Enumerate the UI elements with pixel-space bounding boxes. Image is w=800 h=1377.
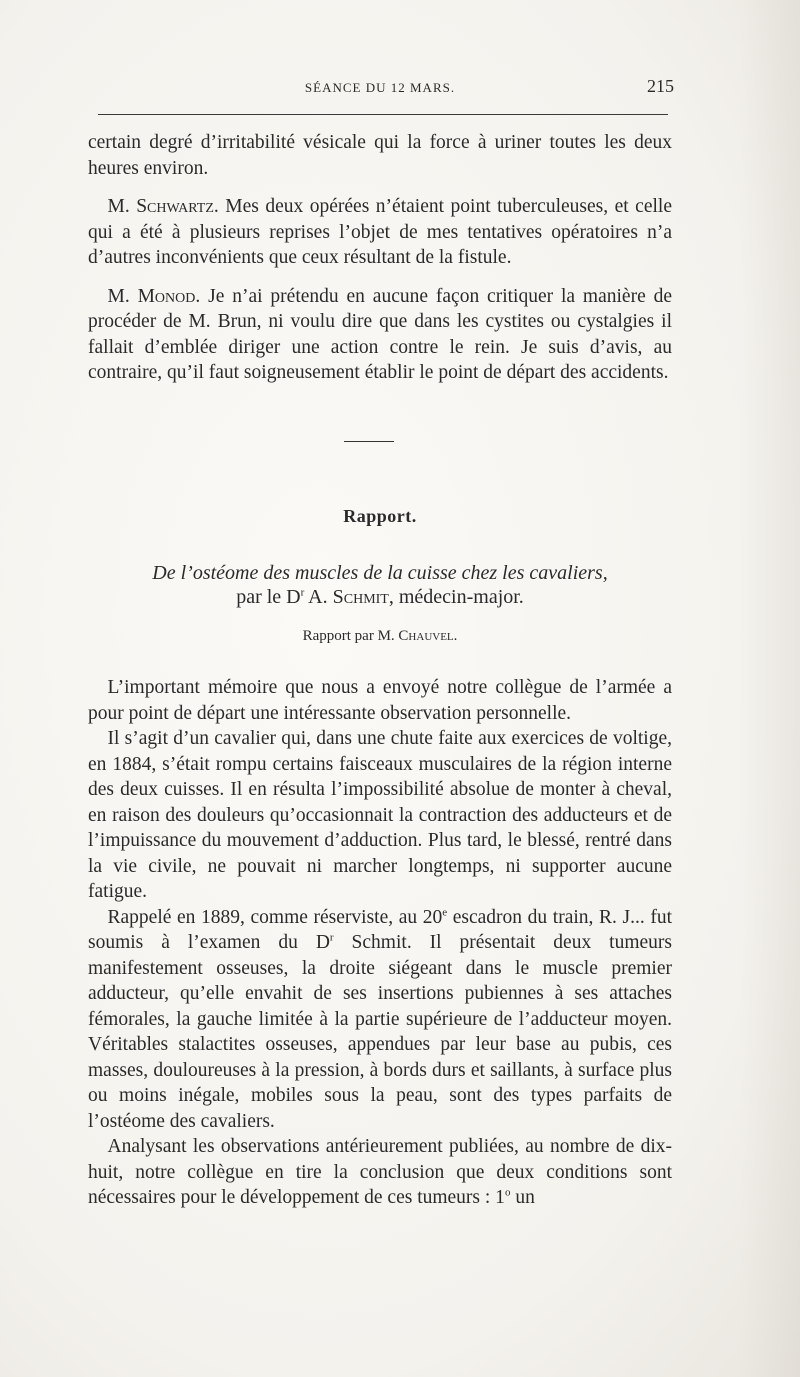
rapport-prefix: Rapport par M. (302, 628, 399, 644)
paragraph: certain degré d’irritabilité vésicale qui la force à uriner toutes les deux heures environ. (88, 132, 672, 179)
paragraph (88, 1134, 672, 1211)
paragraph (88, 905, 672, 1135)
paragraph (88, 284, 672, 386)
section-title: Rapport. (343, 506, 417, 526)
paragraph (88, 194, 672, 271)
paragraph-text: Rappelé en 1889, comme réserviste, au 20 (107, 906, 443, 928)
byline-suffix: médecin-major. (393, 586, 524, 608)
header-rule (98, 114, 668, 115)
running-head: SÉANCE DU 12 MARS. (304, 80, 456, 95)
paragraph-text: Il s’agit d’un cavalier qui, dans une chute faite aux exercices de voltige, en 1884, s’était rompu certains faisceaux musculaires de la région interne des deux cuisses. Il en résulta l’impossibilité absolue de monter à cheval, en raison des douleurs qu’occasionnait la contraction des adducteurs et de l’impuissance du mouvement d’adduction. Plus tard, le blessé, rentré dans la vie civile, ne pouvait ni marcher longtemps, ni supporter aucune fatigue. (88, 728, 672, 902)
superscript: o (504, 1186, 511, 1199)
rapport-attribution (88, 628, 672, 645)
superscript: r (329, 931, 334, 944)
speaker-name: M. Monod. (107, 285, 201, 307)
paragraph-text: Je n’ai prétendu en aucune façon critiquer la manière de procéder de M. Brun, ni voulu dire que dans les cystites ou cystalgies il fallait d’emblée diriger une action contre le rein. Je suis d’avis, au contraire, qu’il faut soigneusement établir le point de départ des accidents. (88, 285, 672, 383)
byline (88, 585, 672, 609)
paragraph-text: Schmit. Il présentait deux tumeurs manifestement osseuses, la droite siégeant dans le muscle premier adducteur, qu’elle envahit de ses insertions pubiennes à ses attaches fémorales, la gauche limitée à la partie supérieure de l’adducteur moyen. Véritables stalactites osseuses, appendues par leur base au pubis, ces masses, douloureuses à la pression, à bords durs et saillants, à surface plus ou moins inégale, mobiles sous la peau, sont des types parfaits de l’ostéome des cavaliers. (88, 932, 672, 1132)
paragraph-text: un (510, 1187, 535, 1208)
rapporteur-name: Chauvel. (398, 628, 458, 644)
paragraph-text: Mes deux opérées n’étaient point tuberculeuses, et celle qui a été à plusieurs reprises l’objet de mes tentatives opératoires n’a d’autres inconvénients que ceux résultant de la fistule. (88, 196, 672, 268)
byline-prefix: par le D (236, 586, 301, 608)
superscript: e (442, 906, 448, 918)
author-name: A. Schmit, (304, 586, 394, 608)
discussion-text (88, 130, 672, 386)
section-divider (344, 441, 394, 442)
page-header (82, 76, 678, 100)
paragraph-text: escadron du train, R. J... fut soumis à l’examen du D (88, 906, 672, 953)
paragraph (88, 726, 672, 905)
paragraph (88, 675, 672, 726)
byline-sup: r (300, 586, 305, 599)
report-text (88, 675, 672, 1211)
paragraph-text: L’important mémoire que nous a envoyé notre collègue de l’armée a pour point de départ une intéressante observation personnelle. (88, 677, 672, 724)
page-edge-shadow (740, 0, 800, 1377)
page-number: 215 (647, 76, 674, 96)
speaker-name: M. Schwartz. (107, 196, 219, 217)
article-title: De l’ostéome des muscles de la cuisse chez les cavaliers, (152, 562, 608, 584)
paragraph-text: Analysant les observations antérieurement publiées, au nombre de dix-huit, notre collègue en tire la conclusion que deux conditions sont nécessaires pour le développement de ces tumeurs : 1 (88, 1136, 672, 1208)
